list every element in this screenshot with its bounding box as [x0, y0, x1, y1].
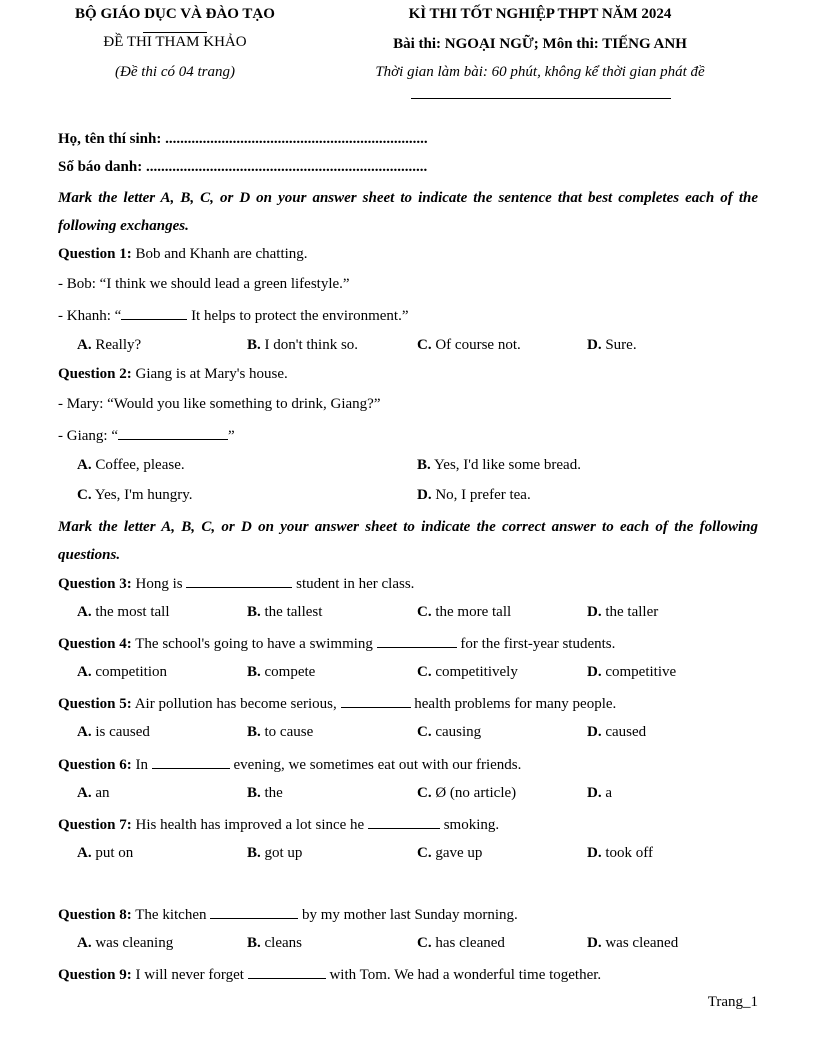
question-5-option-c[interactable] — [417, 724, 481, 741]
question-1-stem — [58, 246, 308, 263]
option-text: No, I prefer tea. — [435, 487, 531, 503]
option-text: was cleaning — [95, 935, 174, 951]
ministry-underline — [143, 32, 207, 33]
option-text: took off — [605, 845, 653, 861]
question-1-line-bob: - Bob: “I think we should lead a green lifestyle.” — [58, 276, 350, 292]
question-9-pre: I will never forget — [135, 967, 248, 983]
question-3-pre: Hong is — [135, 576, 187, 592]
question-8-option-d[interactable] — [587, 935, 678, 952]
option-text: competition — [95, 664, 167, 680]
option-letter: A. — [77, 457, 92, 473]
question-1-text: Bob and Khanh are chatting. — [135, 246, 308, 262]
question-2-stem — [58, 366, 288, 383]
option-letter: B. — [247, 724, 261, 740]
option-letter: B. — [247, 604, 261, 620]
question-3-option-b[interactable] — [247, 604, 322, 621]
question-7-option-b[interactable] — [247, 845, 302, 862]
question-4-stem — [58, 634, 615, 653]
question-1-line-khanh — [58, 306, 409, 325]
question-5-option-a[interactable] — [77, 724, 150, 741]
question-8-pre: The kitchen — [135, 907, 211, 923]
candidate-id-line — [58, 159, 427, 176]
answer-blank — [368, 815, 440, 829]
question-7-option-c[interactable] — [417, 845, 482, 862]
option-letter: D. — [587, 337, 602, 353]
option-text: is caused — [95, 724, 150, 740]
question-8-post: by my mother last Sunday morning. — [298, 907, 518, 923]
question-2-option-b[interactable] — [417, 457, 581, 474]
ministry-name: BỘ GIÁO DỤC VÀ ĐÀO TẠO — [75, 6, 275, 22]
question-6-option-a[interactable] — [77, 785, 110, 802]
question-3-label: Question 3: — [58, 576, 132, 592]
question-7-stem — [58, 815, 499, 834]
answer-blank — [121, 306, 187, 320]
exam-duration: Thời gian làm bài: 60 phút, không kể thời gian phát đề — [375, 64, 705, 80]
question-2-option-a[interactable] — [77, 457, 185, 474]
answer-blank — [118, 426, 228, 440]
question-9-stem — [58, 965, 601, 984]
question-1-line-pre: - Khanh: “ — [58, 308, 122, 324]
question-1-label: Question 1: — [58, 246, 132, 262]
question-2-label: Question 2: — [58, 366, 132, 382]
question-1-option-b[interactable] — [247, 337, 358, 354]
option-text: caused — [605, 724, 647, 740]
option-text: a — [605, 785, 613, 801]
option-text: the most tall — [95, 604, 170, 620]
option-letter: B. — [247, 935, 261, 951]
question-7-option-d[interactable] — [587, 845, 653, 862]
option-text: Yes, I'm hungry. — [94, 487, 193, 503]
option-letter: C. — [417, 845, 432, 861]
exam-kind: ĐỀ THI THAM KHẢO — [103, 34, 247, 50]
option-letter: B. — [247, 785, 261, 801]
instruction-exchanges: Mark the letter A, B, C, or D on your answer sheet to indicate the sentence that best completes each of the following exchanges. — [58, 190, 758, 234]
question-4-option-a[interactable] — [77, 664, 167, 681]
question-6-option-d[interactable] — [587, 785, 612, 802]
option-text: Coffee, please. — [95, 457, 185, 473]
question-5-post: health problems for many people. — [410, 696, 617, 712]
option-letter: D. — [587, 845, 602, 861]
question-6-pre: In — [135, 757, 152, 773]
header-divider — [411, 98, 671, 99]
option-text: gave up — [435, 845, 483, 861]
question-5-label: Question 5: — [58, 696, 132, 712]
question-4-label: Question 4: — [58, 636, 132, 652]
question-4-option-d[interactable] — [587, 664, 676, 681]
option-letter: D. — [587, 604, 602, 620]
question-3-option-d[interactable] — [587, 604, 658, 621]
question-7-label: Question 7: — [58, 817, 132, 833]
option-text: an — [95, 785, 110, 801]
option-letter: C. — [417, 935, 432, 951]
option-letter: B. — [247, 337, 261, 353]
candidate-name-dots: ...................................................................... — [165, 131, 428, 147]
answer-blank — [186, 574, 292, 588]
option-letter: A. — [77, 724, 92, 740]
question-8-label: Question 8: — [58, 907, 132, 923]
option-text: has cleaned — [435, 935, 505, 951]
question-3-stem — [58, 574, 414, 593]
option-letter: D. — [417, 487, 432, 503]
option-letter: D. — [587, 935, 602, 951]
option-letter: A. — [77, 337, 92, 353]
option-text: Sure. — [605, 337, 637, 353]
option-text: got up — [264, 845, 303, 861]
option-letter: A. — [77, 604, 92, 620]
question-8-option-c[interactable] — [417, 935, 505, 952]
option-text: the more tall — [435, 604, 512, 620]
question-8-option-a[interactable] — [77, 935, 173, 952]
question-6-stem — [58, 755, 521, 774]
question-2-text: Giang is at Mary's house. — [135, 366, 288, 382]
question-3-option-a[interactable] — [77, 604, 170, 621]
option-letter: B. — [247, 664, 261, 680]
question-4-option-b[interactable] — [247, 664, 315, 681]
question-1-line-post: It helps to protect the environment.” — [187, 308, 409, 324]
option-letter: B. — [417, 457, 431, 473]
option-text: Yes, I'd like some bread. — [433, 457, 581, 473]
option-letter: D. — [587, 785, 602, 801]
answer-blank — [210, 905, 298, 919]
option-letter: D. — [587, 724, 602, 740]
option-letter: D. — [587, 664, 602, 680]
option-letter: C. — [77, 487, 92, 503]
option-letter: C. — [417, 664, 432, 680]
question-2-option-d[interactable] — [417, 487, 531, 504]
answer-blank — [341, 694, 411, 708]
option-text: causing — [435, 724, 482, 740]
question-5-option-b[interactable] — [247, 724, 313, 741]
question-2-line-giang — [58, 426, 235, 445]
answer-blank — [152, 755, 230, 769]
question-7-post: smoking. — [439, 817, 500, 833]
option-text: put on — [95, 845, 134, 861]
question-6-option-b[interactable] — [247, 785, 283, 802]
page-number: Trang_1 — [707, 994, 758, 1010]
option-letter: A. — [77, 845, 92, 861]
instruction-questions: Mark the letter A, B, C, or D on your answer sheet to indicate the correct answer to each of the following questions. — [58, 519, 758, 563]
question-5-stem — [58, 694, 616, 713]
question-6-label: Question 6: — [58, 757, 132, 773]
option-text: the — [264, 785, 283, 801]
option-text: I don't think so. — [264, 337, 359, 353]
answer-blank — [377, 634, 457, 648]
candidate-name-line — [58, 131, 428, 148]
option-letter: C. — [417, 337, 432, 353]
answer-blank — [248, 965, 326, 979]
option-text: Really? — [95, 337, 142, 353]
option-text: Of course not. — [435, 337, 521, 353]
question-7-pre: His health has improved a lot since he — [135, 817, 368, 833]
question-6-option-c[interactable] — [417, 785, 516, 802]
question-7-option-a[interactable] — [77, 845, 133, 862]
option-letter: A. — [77, 664, 92, 680]
option-letter: B. — [247, 845, 261, 861]
question-2-line-pre: - Giang: “ — [58, 428, 118, 444]
question-4-option-c[interactable] — [417, 664, 518, 681]
question-2-line-post: ” — [227, 428, 235, 444]
question-3-option-c[interactable] — [417, 604, 511, 621]
exam-subject: Bài thi: NGOẠI NGỮ; Môn thi: TIẾNG ANH — [393, 36, 687, 52]
page-count-note: (Đề thi có 04 trang) — [115, 64, 235, 80]
question-2-option-c[interactable] — [77, 487, 193, 504]
option-letter: C. — [417, 785, 432, 801]
option-text: compete — [264, 664, 316, 680]
candidate-name-label: Họ, tên thí sinh: — [58, 131, 162, 147]
question-8-option-b[interactable] — [247, 935, 302, 952]
option-text: competitively — [435, 664, 518, 680]
option-letter: A. — [77, 785, 92, 801]
question-5-option-d[interactable] — [587, 724, 646, 741]
question-5-pre: Air pollution has become serious, — [134, 696, 341, 712]
question-8-stem — [58, 905, 518, 924]
question-3-post: student in her class. — [292, 576, 415, 592]
candidate-id-dots: ........................................................................... — [145, 159, 428, 175]
option-text: Ø (no article) — [435, 785, 517, 801]
option-text: the tallest — [264, 604, 323, 620]
option-letter: C. — [417, 724, 432, 740]
question-4-pre: The school's going to have a swimming — [135, 636, 377, 652]
question-9-label: Question 9: — [58, 967, 132, 983]
option-text: competitive — [605, 664, 677, 680]
option-text: to cause — [264, 724, 314, 740]
candidate-id-label: Số báo danh: — [58, 159, 143, 175]
option-letter: C. — [417, 604, 432, 620]
question-4-post: for the first-year students. — [456, 636, 616, 652]
question-1-option-a[interactable] — [77, 337, 141, 354]
option-text: the taller — [605, 604, 659, 620]
option-letter: A. — [77, 935, 92, 951]
question-1-option-c[interactable] — [417, 337, 521, 354]
question-6-post: evening, we sometimes eat out with our friends. — [229, 757, 522, 773]
option-text: was cleaned — [605, 935, 679, 951]
question-1-option-d[interactable] — [587, 337, 637, 354]
question-9-post: with Tom. We had a wonderful time together. — [325, 967, 602, 983]
option-text: cleans — [264, 935, 302, 951]
question-2-line-mary: - Mary: “Would you like something to drink, Giang?” — [58, 396, 381, 412]
exam-name: KÌ THI TỐT NGHIỆP THPT NĂM 2024 — [408, 6, 672, 22]
